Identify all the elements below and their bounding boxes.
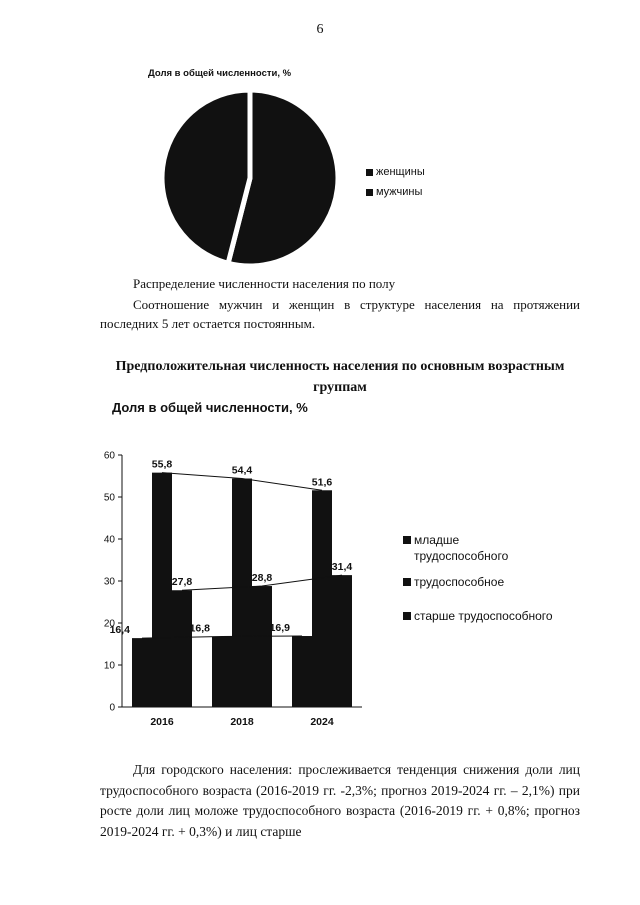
bar-legend-item-working [403,574,553,590]
page-number: 6 [316,22,324,37]
x-tick-label: 2024 [310,716,334,728]
bar-data-label: 31,4 [331,561,353,574]
pie-chart [150,88,350,268]
y-tick-label: 30 [103,576,115,588]
bar-data-label: 16,9 [269,622,290,635]
bar-2-2 [332,575,352,707]
bar-1-1 [232,479,252,707]
bar-0-0 [132,638,152,707]
bar-data-label: 27,8 [171,576,193,589]
pie-legend [366,162,425,202]
y-tick-label: 0 [109,702,115,714]
y-tick-label: 50 [103,492,115,504]
pie-legend-item-women [366,162,425,182]
legend-swatch [403,536,411,544]
x-tick-label: 2018 [230,716,254,728]
pie-chart-title: Доля в общей численности, % [148,68,292,79]
bar-legend-item-old [403,608,553,624]
y-tick-label: 20 [103,618,115,630]
bar-legend-label: младше трудоспособного [414,533,509,563]
bar-data-label: 16,4 [109,624,130,637]
bar-legend-item-young [403,532,553,564]
legend-swatch [403,612,411,620]
bar-1-2 [312,490,332,707]
bar-chart [80,440,400,740]
bar-0-2 [292,636,312,707]
x-tick-label: 2016 [150,716,174,728]
bar-legend-label: трудоспособное [414,575,505,589]
section-heading: Предположительная численность населения по основным возрастным группам [115,359,565,395]
bar-2-0 [172,590,192,707]
pie-slice-1 [162,90,250,263]
bar-data-label: 54,4 [231,464,253,477]
bar-legend-label: старше трудоспособного [414,609,553,623]
bar-2-1 [252,586,272,707]
bar-data-label: 55,8 [151,458,173,471]
bar-chart-title: Доля в общей численности, % [112,400,308,415]
legend-swatch [366,169,373,176]
bar-legend [403,532,553,634]
y-tick-label: 10 [103,660,115,672]
bar-data-label: 16,8 [189,622,210,635]
pie-caption: Распределение численности населения по полу [133,276,396,291]
pie-legend-label: мужчины [376,186,423,198]
paragraph-urban-population: Для городского населения: прослеживается тенденция снижения доли лиц трудоспособного возраста (2016-2019 гг. -2,3%; прогноз 2019-2024 гг. – 2,1%) при росте доли лиц моложе трудоспособного возраста (2016-2019 гг. + 0,8%; прогноз 2019-2024 гг. + 0,3%) и лиц старше [100,762,580,839]
y-tick-label: 60 [103,450,115,462]
bar-data-label: 28,8 [251,572,273,585]
legend-swatch [366,189,373,196]
paragraph-gender-ratio: Соотношение мужчин и женщин в структуре населения на протяжении последних 5 лет остается постоянным. [100,297,580,331]
bar-1-0 [152,473,172,707]
legend-swatch [403,578,411,586]
bar-0-1 [212,636,232,707]
pie-legend-label: женщины [376,166,425,178]
bar-data-label: 51,6 [311,476,333,489]
y-tick-label: 40 [103,534,115,546]
pie-legend-item-men [366,182,425,202]
